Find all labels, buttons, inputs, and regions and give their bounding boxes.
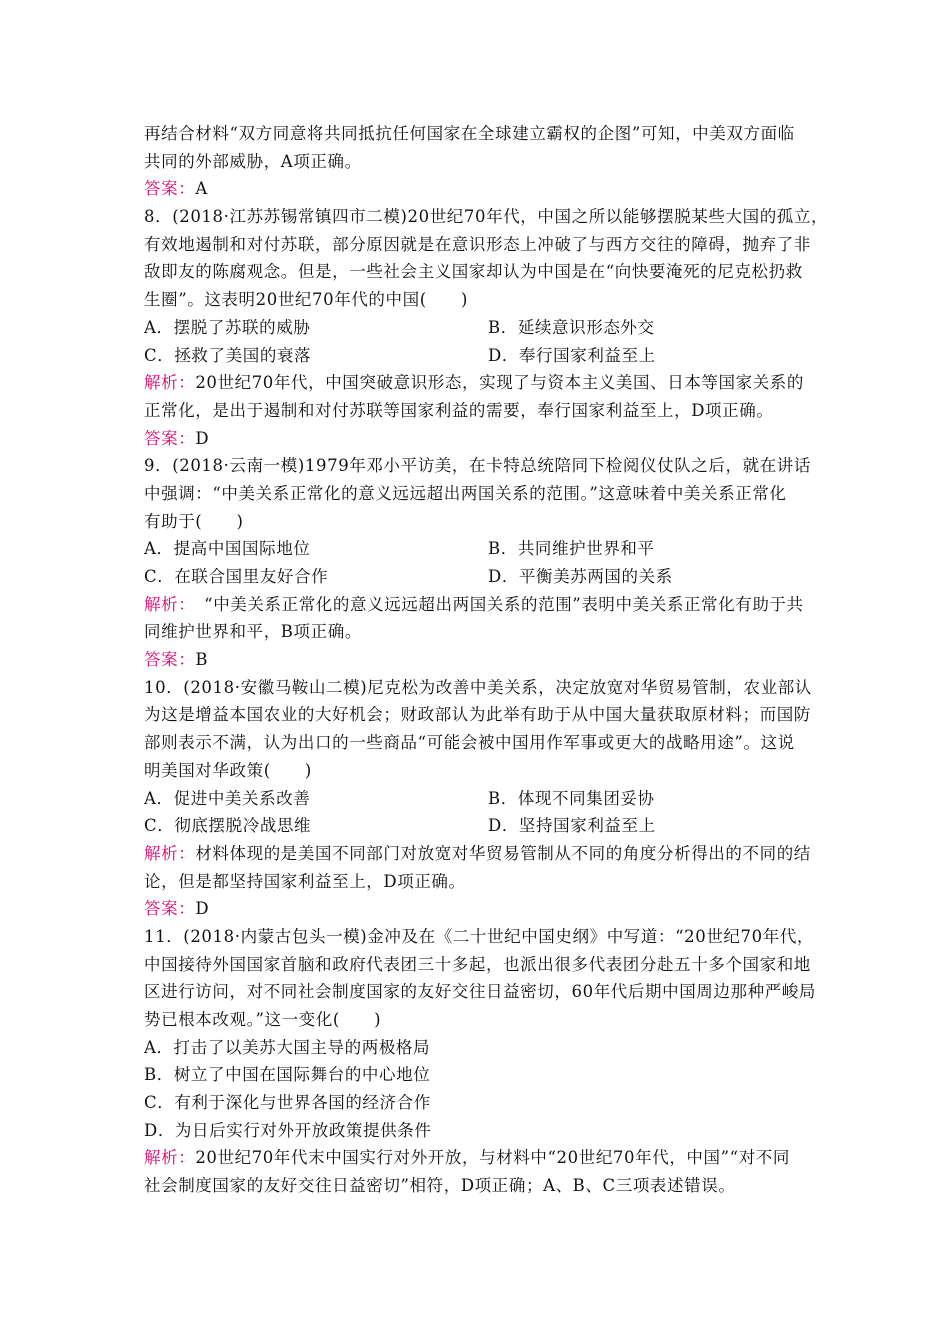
answer-line	[144, 425, 824, 453]
option-row	[144, 812, 824, 840]
option-c: C．有利于深化与世界各国的经济合作	[144, 1093, 431, 1113]
document-page	[144, 120, 829, 1200]
lead-line: 再结合材料“双方同意将共同抵抗任何国家在全球建立霸权的企图”可知，中美双方面临	[144, 124, 795, 143]
analysis-line: 论，但是都坚持国家利益至上，D项正确。	[144, 871, 466, 891]
analysis-label: 解析：	[144, 373, 196, 393]
option-d: D．奉行国家利益至上	[488, 345, 656, 365]
answer-line	[144, 895, 824, 923]
question-stem: 有助于( )	[144, 511, 244, 531]
analysis-line	[144, 1144, 824, 1172]
option-c: C．彻底摆脱冷战思维	[144, 816, 312, 836]
option-d: D．坚持国家利益至上	[488, 816, 656, 836]
option-row	[144, 342, 824, 370]
option-row	[144, 785, 824, 813]
analysis-label: 解析：	[144, 843, 196, 863]
question-stem: 为这是增益本国农业的大好机会；财政部认为此举有助于从中国大量获取原材料；而国防	[144, 705, 811, 725]
option-a: A．促进中美关系改善	[144, 788, 311, 808]
question-stem: 明美国对华政策( )	[144, 760, 312, 780]
answer-label: 答案：	[144, 650, 196, 670]
question-stem: 9．(2018·云南一模)1979年邓小平访美，在卡特总统陪同下检阅仪仗队之后，就在讲话	[144, 456, 811, 476]
answer-value: B	[195, 650, 209, 670]
analysis-label: 解析：	[144, 594, 188, 614]
analysis-line: 社会制度国家的友好交往日益密切”相符，D项正确；A、B、C三项表述错误。	[144, 1176, 736, 1196]
question-stem: 10．(2018·安徽马鞍山二模)尼克松为改善中美关系，决定放宽对华贸易管制，农业部认	[144, 677, 812, 697]
question-stem: 部则表示不满，认为出口的一些商品“可能会被中国用作军事或更大的战略用途”。这说	[144, 733, 795, 753]
option-row	[144, 535, 824, 563]
option-c: C．在联合国里友好合作	[144, 567, 329, 586]
question-stem: 中国接待外国国家首脑和政府代表团三十多起，也派出很多代表团分赴五十多个国家和地	[144, 954, 811, 974]
answer-value: D	[195, 899, 210, 919]
analysis-label: 解析：	[144, 1148, 196, 1168]
answer-label: 答案：	[144, 899, 196, 919]
analysis-text: “中美关系正常化的意义远远超出两国关系的范围”表明中美关系正常化有助于共	[187, 594, 804, 614]
answer-line	[144, 175, 824, 203]
analysis-text: 材料体现的是美国不同部门对放宽对华贸易管制从不同的角度分析得出的不同的结	[195, 843, 811, 863]
option-b: B．体现不同集团妥协	[488, 788, 655, 808]
option-b: B．延续意识形态外交	[488, 317, 655, 337]
question-stem: 敌即友的陈腐观念。但是，一些社会主义国家却认为中国是在“向快要淹死的尼克松扔救	[144, 262, 803, 282]
question-stem: 生圈”。这表明20世纪70年代的中国( )	[144, 290, 469, 310]
answer-value: D	[195, 428, 210, 448]
question-stem: 区进行访问，对不同社会制度国家的友好交往日益密切，60年代后期中国周边那种严峻局	[144, 982, 816, 1002]
analysis-text: 20世纪70年代末中国实行对外开放，与材料中“20世纪70年代，中国”“对不同	[195, 1148, 791, 1168]
analysis-line: 同维护世界和平，B项正确。	[144, 622, 362, 642]
question-stem: 中强调：“中美关系正常化的意义远远超出两国关系的范围。”这意味着中美关系正常化	[144, 483, 787, 503]
option-d: D．平衡美苏两国的关系	[488, 567, 673, 586]
option-c: C．拯救了美国的衰落	[144, 345, 312, 365]
analysis-line	[144, 369, 824, 397]
option-row	[144, 314, 824, 342]
question-stem: 有效地遏制和对付苏联，部分原因就是在意识形态上冲破了与西方交往的障碍，抛弃了非	[144, 234, 811, 254]
option-b: B．树立了中国在国际舞台的中心地位	[144, 1065, 431, 1085]
analysis-text: 20世纪70年代，中国突破意识形态，实现了与资本主义美国、日本等国家关系的	[195, 373, 805, 393]
option-a: A．摆脱了苏联的威胁	[144, 317, 311, 337]
analysis-line: 正常化，是出于遏制和对付苏联等国家利益的需要，奉行国家利益至上，D项正确。	[144, 400, 774, 420]
answer-value: A	[195, 179, 208, 199]
answer-line	[144, 646, 824, 674]
option-a: A．提高中国国际地位	[144, 539, 311, 559]
option-b: B．共同维护世界和平	[488, 539, 655, 559]
option-d: D．为日后实行对外开放政策提供条件	[144, 1120, 432, 1140]
question-stem: 8．(2018·江苏苏锡常镇四市二模)20世纪70年代，中国之所以能够摆脱某些大国的孤立，	[144, 207, 829, 227]
analysis-line	[144, 591, 824, 619]
option-a: A．打击了以美苏大国主导的两极格局	[144, 1037, 431, 1057]
lead-line: 共同的外部威胁，A项正确。	[144, 151, 362, 171]
analysis-line	[144, 840, 824, 868]
answer-label: 答案：	[144, 428, 196, 448]
option-row	[144, 563, 824, 591]
question-stem: 势已根本改观。”这一变化( )	[144, 1010, 382, 1029]
answer-label: 答案：	[144, 179, 196, 199]
question-stem: 11．(2018·内蒙古包头一模)金冲及在《二十世纪中国史纲》中写道：“20世纪70年代，	[144, 926, 815, 946]
